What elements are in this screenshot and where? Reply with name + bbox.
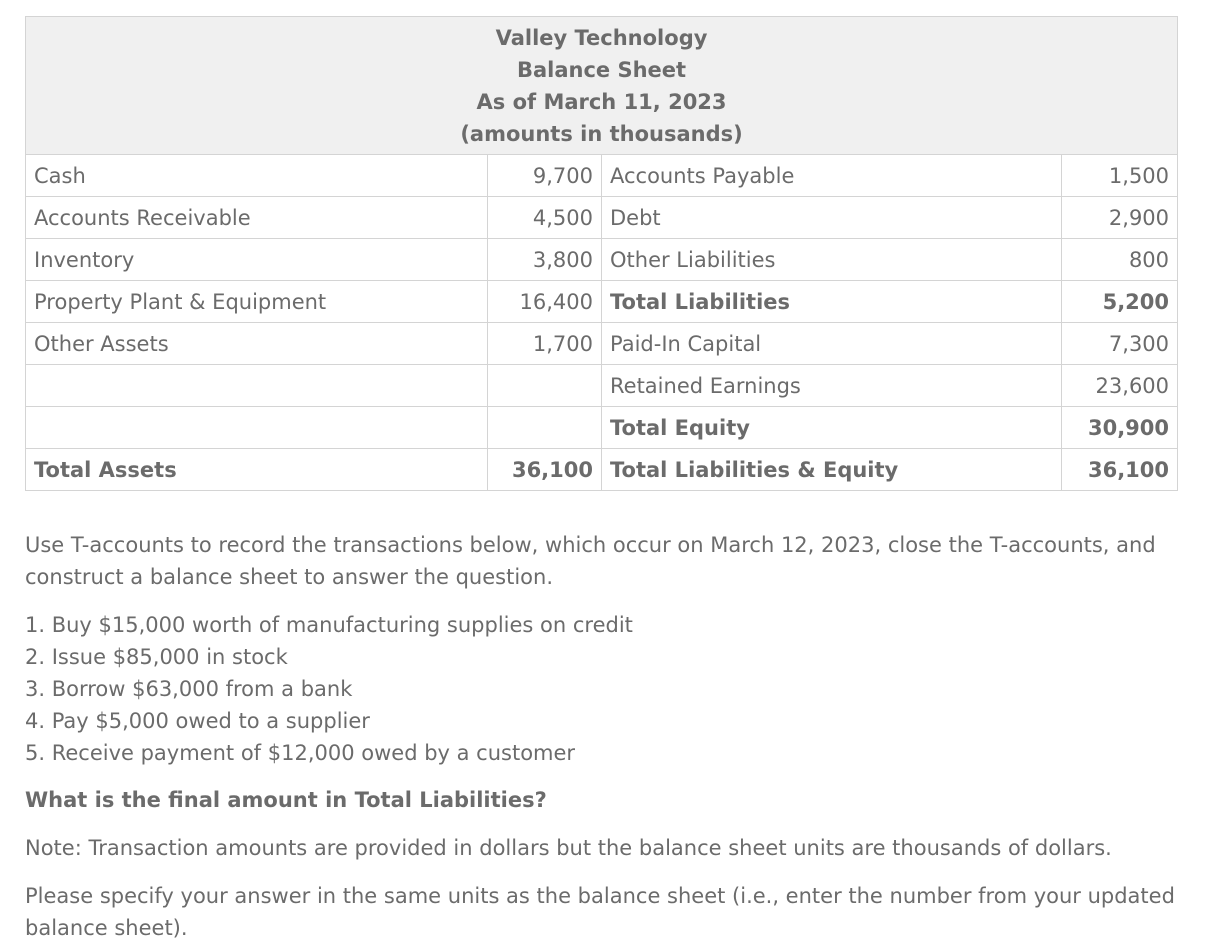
- balance-sheet-header: [26, 17, 1178, 155]
- liability-value: 2,900: [1062, 197, 1178, 239]
- total-liabilities-equity-value: 36,100: [1062, 449, 1178, 491]
- table-row: [26, 407, 1178, 449]
- liability-label: Accounts Payable: [602, 155, 1062, 197]
- question-content: [25, 529, 1175, 944]
- total-equity-label: Total Equity: [602, 407, 1062, 449]
- total-liabilities-value: 5,200: [1062, 281, 1178, 323]
- table-row: [26, 365, 1178, 407]
- asset-label: Cash: [26, 155, 488, 197]
- total-assets-value: 36,100: [488, 449, 602, 491]
- question-text: What is the final amount in Total Liabilities?: [25, 788, 547, 812]
- instructions-text: Use T-accounts to record the transactions below, which occur on March 12, 2023, close the T-accounts, and construct a balance sheet to answer the question.: [25, 533, 1156, 589]
- list-item: 2. Issue $85,000 in stock: [25, 645, 288, 669]
- total-liabilities-label: Total Liabilities: [602, 281, 1062, 323]
- asset-value: [488, 365, 602, 407]
- asset-value: 3,800: [488, 239, 602, 281]
- table-row: [26, 197, 1178, 239]
- note-text: Note: Transaction amounts are provided in dollars but the balance sheet units are thousands of dollars.: [25, 836, 1112, 860]
- asset-label: [26, 365, 488, 407]
- total-liabilities-equity-label: Total Liabilities & Equity: [602, 449, 1062, 491]
- asset-value: [488, 407, 602, 449]
- list-item: 3. Borrow $63,000 from a bank: [25, 677, 353, 701]
- equity-value: 23,600: [1062, 365, 1178, 407]
- sheet-date: As of March 11, 2023: [476, 89, 727, 114]
- list-item: 1. Buy $15,000 worth of manufacturing supplies on credit: [25, 613, 633, 637]
- liability-label: Other Liabilities: [602, 239, 1062, 281]
- balance-sheet-header-row: [26, 17, 1178, 155]
- table-row: [26, 239, 1178, 281]
- answer-instruction: Please specify your answer in the same units as the balance sheet (i.e., enter the number from your updated balance sheet).: [25, 884, 1175, 940]
- table-row: [26, 155, 1178, 197]
- asset-value: 1,700: [488, 323, 602, 365]
- company-name: Valley Technology: [495, 25, 708, 50]
- sheet-title: Balance Sheet: [516, 57, 687, 82]
- transaction-list: [25, 609, 1175, 769]
- asset-label: Other Assets: [26, 323, 488, 365]
- table-row: [26, 281, 1178, 323]
- asset-label: Property Plant & Equipment: [26, 281, 488, 323]
- list-item: 4. Pay $5,000 owed to a supplier: [25, 709, 370, 733]
- balance-sheet-table: [25, 16, 1178, 491]
- asset-value: 9,700: [488, 155, 602, 197]
- asset-label: Inventory: [26, 239, 488, 281]
- equity-value: 7,300: [1062, 323, 1178, 365]
- equity-label: Paid-In Capital: [602, 323, 1062, 365]
- sheet-units: (amounts in thousands): [460, 121, 743, 146]
- table-row: [26, 323, 1178, 365]
- list-item: 5. Receive payment of $12,000 owed by a customer: [25, 741, 576, 765]
- asset-label: [26, 407, 488, 449]
- asset-label: Accounts Receivable: [26, 197, 488, 239]
- equity-label: Retained Earnings: [602, 365, 1062, 407]
- total-assets-label: Total Assets: [26, 449, 488, 491]
- liability-value: 1,500: [1062, 155, 1178, 197]
- asset-value: 16,400: [488, 281, 602, 323]
- table-row: [26, 449, 1178, 491]
- liability-value: 800: [1062, 239, 1178, 281]
- total-equity-value: 30,900: [1062, 407, 1178, 449]
- asset-value: 4,500: [488, 197, 602, 239]
- liability-label: Debt: [602, 197, 1062, 239]
